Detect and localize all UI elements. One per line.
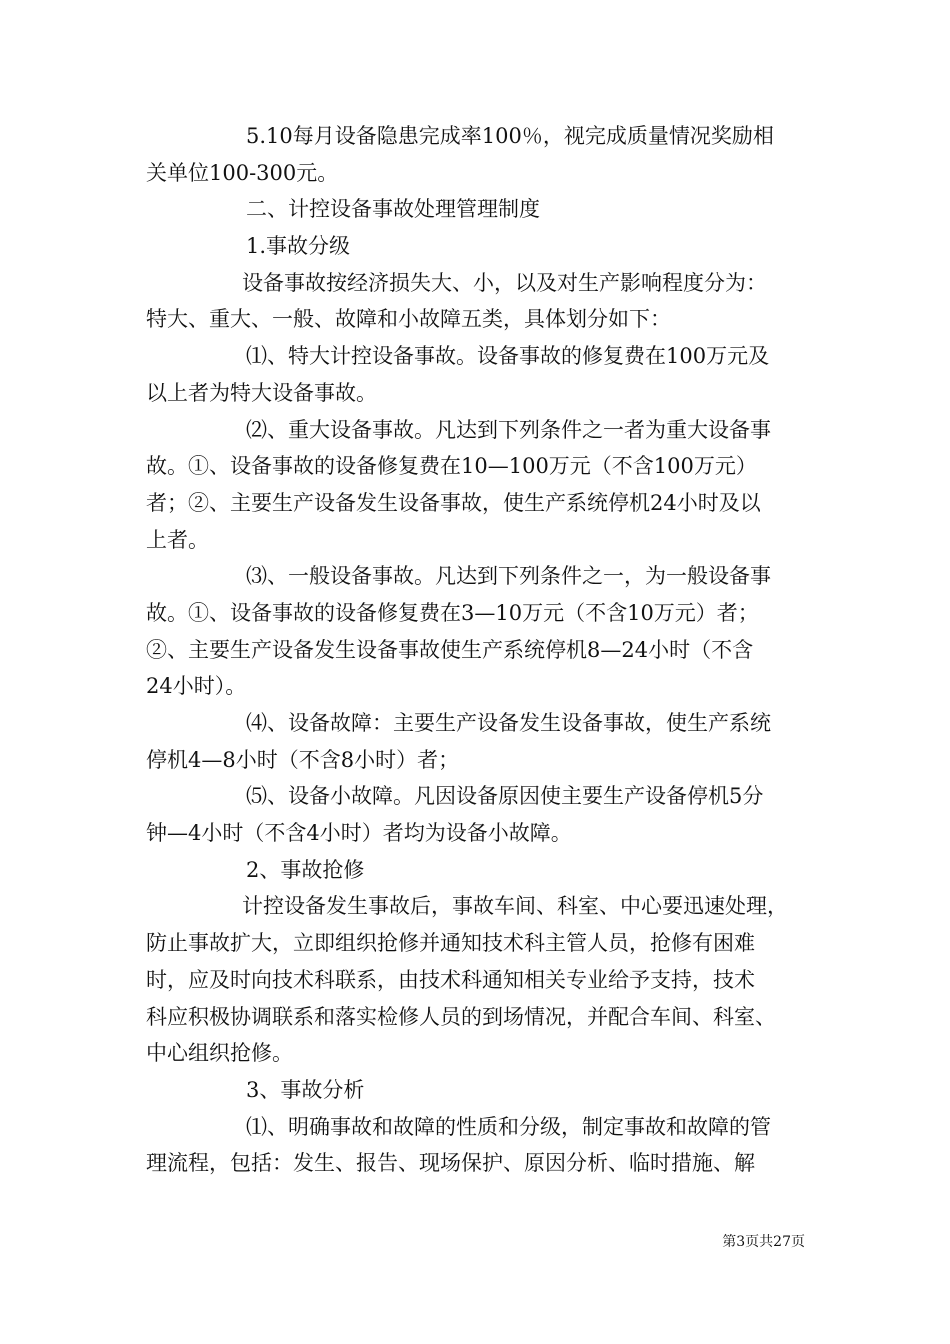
paragraph-line: ⑸、设备小故障。凡因设备原因使主要生产设备停机5分 [246, 784, 764, 809]
paragraph-line: ⑴、明确事故和故障的性质和分级，制定事故和故障的管 [246, 1114, 771, 1139]
paragraph-line: 者；②、主要生产设备发生设备事故，使生产系统停机24小时及以 [146, 490, 761, 515]
paragraph-line: 停机4—8小时（不含8小时）者； [146, 747, 460, 772]
paragraph-line: ⑷、设备故障：主要生产设备发生设备事故，使生产系统 [246, 711, 771, 735]
paragraph-line: 24小时）。 [146, 674, 247, 699]
paragraph-line: 中心组织抢修。 [146, 1041, 293, 1066]
paragraph-line: 特大、重大、一般、故障和小故障五类，具体划分如下： [146, 307, 671, 332]
page-number-footer: 第3页共27页 [722, 1234, 805, 1250]
paragraph-line: 计控设备发生事故后，事故车间、科室、中心要迅速处理， [242, 894, 788, 919]
paragraph-line: 上者。 [146, 527, 209, 552]
paragraph-line: ⑴、特大计控设备事故。设备事故的修复费在100万元及 [246, 344, 770, 369]
paragraph-line: 钟—4小时（不含4小时）者均为设备小故障。 [146, 821, 572, 846]
paragraph-line: ⑵、重大设备事故。凡达到下列条件之一者为重大设备事 [246, 417, 771, 442]
subsection-heading: 1.事故分级 [246, 234, 351, 259]
subsection-heading: 3、事故分析 [246, 1077, 365, 1102]
paragraph-line: 科应积极协调联系和落实检修人员的到场情况，并配合车间、科室、 [146, 1004, 776, 1029]
paragraph-line: 防止事故扩大，立即组织抢修并通知技术科主管人员，抢修有困难 [146, 931, 755, 956]
paragraph-line: 理流程，包括：发生、报告、现场保护、原因分析、临时措施、解 [146, 1151, 755, 1176]
paragraph-line: 以上者为特大设备事故。 [146, 380, 377, 405]
subsection-heading: 2、事故抢修 [246, 857, 365, 882]
paragraph-line: 5.10每月设备隐患完成率100％，视完成质量情况奖励相 [246, 124, 774, 148]
paragraph-line: ②、主要生产设备发生设备事故使生产系统停机8—24小时（不含 [146, 637, 754, 662]
paragraph-line: 故。①、设备事故的设备修复费在3—10万元（不含10万元）者； [146, 600, 759, 625]
paragraph-line: 故。①、设备事故的设备修复费在10—100万元（不含100万元） [146, 454, 757, 479]
paragraph-line: 时，应及时向技术科联系，由技术科通知相关专业给予支持，技术 [146, 967, 755, 992]
paragraph-line: 设备事故按经济损失大、小，以及对生产影响程度分为： [242, 270, 767, 295]
document-body [146, 118, 822, 1182]
paragraph-line: 关单位100-300元。 [146, 160, 339, 185]
paragraph-line: ⑶、一般设备事故。凡达到下列条件之一，为一般设备事 [246, 564, 771, 589]
section-heading: 二、计控设备事故处理管理制度 [246, 197, 540, 222]
